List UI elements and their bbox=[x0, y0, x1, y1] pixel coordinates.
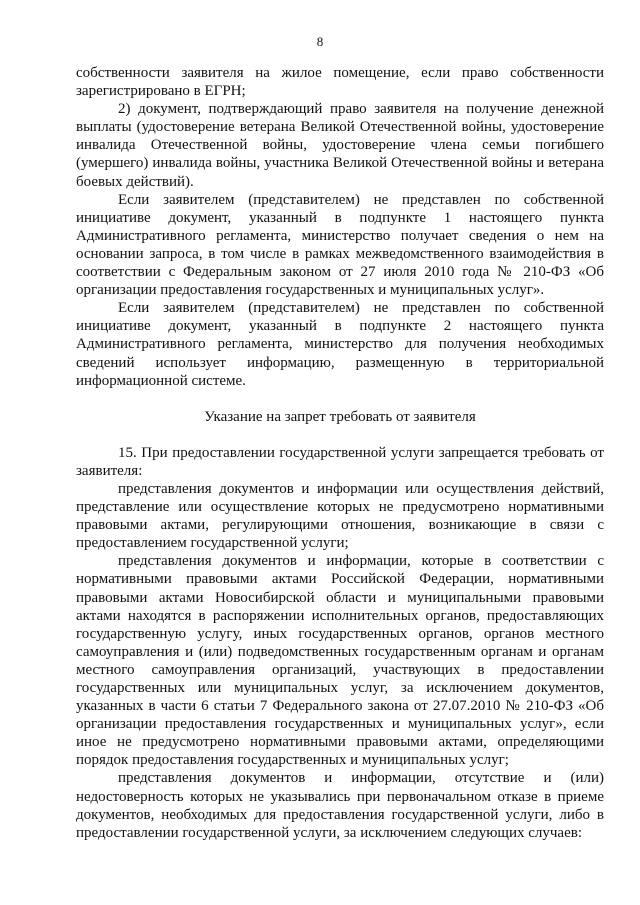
paragraph: представления документов и информации, которые в соответствии с нормативными правовыми актами Российской Федерации, нормативными правовыми актами Новосибирской области и муниципальными правовыми актами находятся в распоряжении исполнительных органов, предоставляющих государственную услугу, иных государственных органов, органов местного самоуправления и (или) подведомственных государственным органам и органам местного самоуправления организаций, участвующих в предоставлении государственных или муниципальных услуг, за исключением документов, указанных в части 6 статьи 7 Федерального закона от 27.07.2010 № 210-ФЗ «Об организации предоставления государственных и муниципальных услуг», если иное не предусмотрено нормативными правовыми актами, определяющими порядок предоставления государственных и муниципальных услуг; bbox=[76, 553, 604, 769]
paragraph: представления документов и информации, отсутствие и (или) недостоверность которых не указывались при первоначальном отказе в приеме документов, необходимых для предоставления государственной услуги, либо в предоставлении государственной услуги, за исключением следующих случаев: bbox=[76, 770, 604, 841]
document-body bbox=[76, 64, 604, 842]
paragraph: Если заявителем (представителем) не представлен по собственной инициативе документ, указанный в подпункте 2 настоящего пункта Административного регламента, министерство для получения необходимых сведений использует информацию, размещенную в территориальной информационной системе. bbox=[76, 300, 604, 389]
paragraph: собственности заявителя на жилое помещение, если право собственности зарегистрировано в ЕГРН; bbox=[76, 65, 604, 100]
paragraph: Если заявителем (представителем) не представлен по собственной инициативе документ, указанный в подпункте 1 настоящего пункта Административного регламента, министерство получает сведения о нем на основании запроса, в том числе в рамках межведомственного взаимодействия в соответствии с Федеральным законом от 27 июля 2010 года № 210-ФЗ «Об организации предоставления государственных и муниципальных услуг». bbox=[76, 191, 604, 299]
paragraph: представления документов и информации или осуществления действий, представление или осуществление которых не предусмотрено нормативными правовыми актами, регулирующими отношения, возникающие в связи с предоставлением государственной услуги; bbox=[76, 480, 604, 552]
section-heading: Указание на запрет требовать от заявителя bbox=[204, 408, 476, 425]
paragraph: 2) документ, подтверждающий право заявителя на получение денежной выплаты (удостоверение ветерана Великой Отечественной войны, удостоверение инвалида Отечественной войны, удостоверение члена семьи погибшего (умершего) инвалида войны, участника Великой Отечественной войны и ветерана боевых действий). bbox=[76, 101, 604, 190]
paragraph: 15. При предоставлении государственной услуги запрещается требовать от заявителя: bbox=[76, 444, 604, 479]
page-number: 8 bbox=[316, 34, 324, 49]
